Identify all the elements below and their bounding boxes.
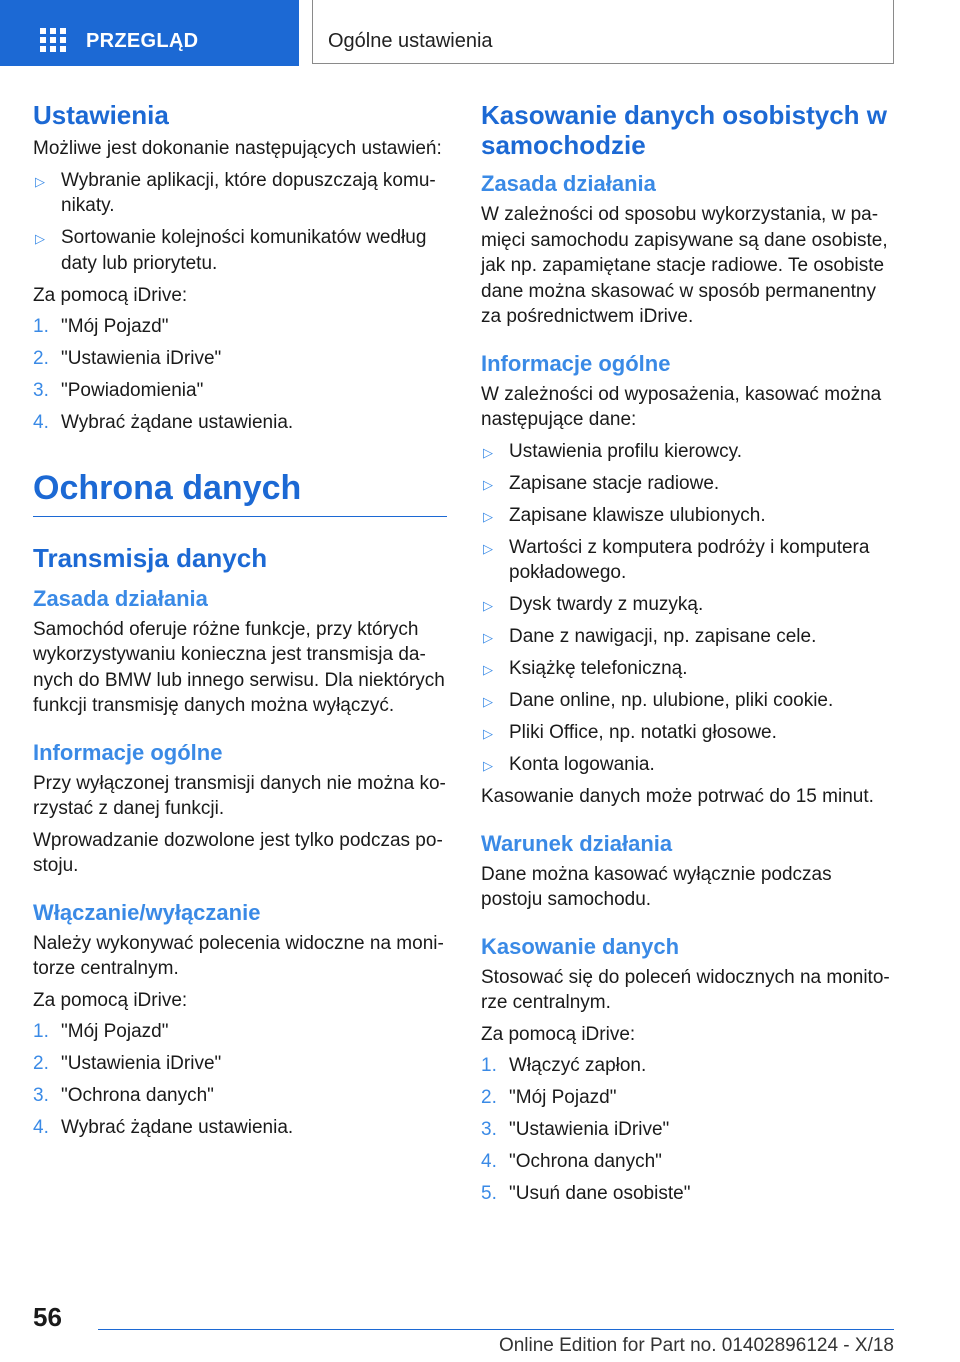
triangle-right-icon: ▷ <box>483 630 493 645</box>
triangle-right-icon: ▷ <box>483 598 493 613</box>
list-item: ▷ Wartości z komputera podróży i komputera pokładowego. <box>483 536 870 583</box>
triangle-right-icon: ▷ <box>483 508 493 524</box>
condition-text: Dane można kasować wyłącznie podczas postoju samochodu. <box>481 863 832 910</box>
triangle-right-icon: ▷ <box>483 540 493 556</box>
list-item: 5. "Usuń dane osobiste" <box>481 1183 691 1204</box>
settings-intro: Możliwe jest dokonanie następujących ustawień: <box>33 138 442 159</box>
section-title: Ogólne ustawienia <box>328 30 493 52</box>
principle-heading: Zasada działania <box>481 171 656 196</box>
list-item: ▷ Ustawienia profilu kierowcy. <box>481 439 897 465</box>
overview-button[interactable] <box>0 0 299 66</box>
list-item: 4. Wybrać żądane ustawienia. <box>33 412 294 433</box>
principle-text: W zależności od sposobu wykorzystania, w pa‐ mięci samochodu zapisywane są dane osobiste, jak np. zapamiętane stacje radiowe. Te osobiste dane można skasować w sposób permanentny za pośrednictwem iDrive. <box>481 204 888 327</box>
list-item: ▷ Dane online, np. ulubione, pliki cookie. <box>481 688 897 714</box>
delete-heading: Kasowanie danych <box>481 933 680 959</box>
overview-label: PRZEGLĄD <box>86 30 199 52</box>
list-item: 2. "Ustawienia iDrive" <box>33 348 222 369</box>
delete-steps <box>481 1053 897 1207</box>
settings-steps <box>33 314 447 436</box>
footer-divider <box>98 1329 894 1330</box>
general-heading: Informacje ogólne <box>481 350 671 376</box>
list-item: ▷ Zapisane stacje radiowe. <box>481 471 897 497</box>
triangle-right-icon: ▷ <box>35 231 45 246</box>
list-item: ▷ Dane z nawigacji, np. zapisane cele. <box>481 624 897 650</box>
footer-edition: Online Edition for Part no. 01402896124 - X/18 <box>498 1335 894 1356</box>
delete-text: Stosować się do poleceń widocznych na monito‐ rze centralnym. <box>481 966 890 1013</box>
general-text: Przy wyłączonej transmisji danych nie można ko‐ rzystać z danej funkcji. <box>33 772 446 819</box>
settings-bullet-list <box>33 168 447 277</box>
grid-icon <box>40 28 66 52</box>
list-item: ▷ Wybranie aplikacji, które dopuszczają komu‐ nikaty. <box>35 169 436 216</box>
general-text: Wprowadzanie dozwolone jest tylko podczas po‐ stoju. <box>33 829 443 876</box>
list-item: 1. "Mój Pojazd" <box>33 1021 169 1042</box>
general-heading: Informacje ogólne <box>33 739 223 765</box>
triangle-right-icon: ▷ <box>483 444 493 460</box>
triangle-right-icon: ▷ <box>483 662 493 677</box>
page-number: 56 <box>33 1302 62 1332</box>
settings-heading: Ustawienia <box>33 100 169 130</box>
list-item: ▷ Książkę telefoniczną. <box>481 656 897 682</box>
toggle-text: Należy wykonywać polecenia widoczne na moni‐ torze centralnym. <box>33 932 444 979</box>
list-item: 3. "Powiadomienia" <box>33 380 204 401</box>
toggle-steps <box>33 1019 447 1141</box>
list-item: 1. "Mój Pojazd" <box>33 316 169 337</box>
left-column <box>33 100 447 1147</box>
principle-heading: Zasada działania <box>33 585 208 611</box>
list-item: ▷ Zapisane klawisze ulubionych. <box>481 503 897 529</box>
condition-heading: Warunek działania <box>481 830 673 856</box>
list-item: ▷ Konta logowania. <box>481 752 897 778</box>
principle-text: Samochód oferuje różne funkcje, przy których wykorzystywaniu konieczna jest transmisja da‐ nych do BMW lub innego serwisu. Dla niektórych funkcji transmisję danych można wyłączyć. <box>33 618 445 716</box>
list-item: ▷ Sortowanie kolejności komunikatów według daty lub priorytetu. <box>35 227 427 274</box>
list-item: 3. "Ustawienia iDrive" <box>481 1119 670 1140</box>
transmission-heading: Transmisja danych <box>33 542 268 573</box>
list-item: 2. "Ustawienia iDrive" <box>33 1053 222 1074</box>
duration-text: Kasowanie danych może potrwać do 15 minut. <box>481 786 874 807</box>
right-column <box>481 100 897 1213</box>
delete-via: Za pomocą iDrive: <box>481 1023 636 1045</box>
top-bar <box>0 0 960 66</box>
list-item: 4. Wybrać żądane ustawienia. <box>33 1117 294 1138</box>
toggle-heading: Włączanie/wyłączanie <box>33 899 261 925</box>
list-item: 4. "Ochrona danych" <box>481 1151 662 1172</box>
section-title-tab <box>312 0 894 64</box>
general-text: W zależności od wyposażenia, kasować można następujące dane: <box>481 383 882 430</box>
list-item: ▷ Pliki Office, np. notatki głosowe. <box>481 720 897 746</box>
list-item: 1. Włączyć zapłon. <box>481 1055 647 1076</box>
list-item: ▷ Dysk twardy z muzyką. <box>481 592 897 618</box>
data-bullet-list <box>481 439 897 778</box>
list-item: 3. "Ochrona danych" <box>33 1085 214 1106</box>
list-item: 2. "Mój Pojazd" <box>481 1087 617 1108</box>
delete-data-heading: Kasowanie danych osobistych w samochodzie <box>481 100 887 160</box>
triangle-right-icon: ▷ <box>483 476 493 492</box>
settings-via: Za pomocą iDrive: <box>33 284 188 306</box>
triangle-right-icon: ▷ <box>483 694 493 709</box>
chapter-title: Ochrona danych <box>33 466 447 517</box>
triangle-right-icon: ▷ <box>483 758 493 773</box>
toggle-via: Za pomocą iDrive: <box>33 989 188 1011</box>
triangle-right-icon: ▷ <box>35 173 45 189</box>
triangle-right-icon: ▷ <box>483 726 493 741</box>
